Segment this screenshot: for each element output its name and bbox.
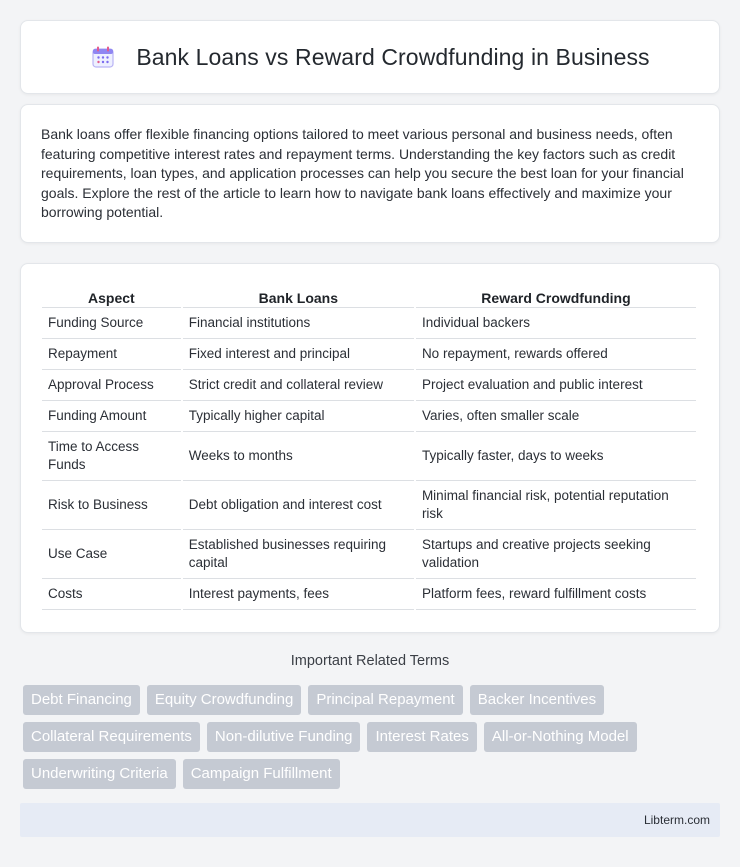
table-cell: Use Case [42,530,181,579]
header-reward-crowdfunding: Reward Crowdfunding [416,286,696,308]
table-cell: Debt obligation and interest cost [183,481,414,530]
term-tag[interactable]: Debt Financing [23,685,140,715]
table-cell: Financial institutions [183,308,414,339]
table-cell: Interest payments, fees [183,579,414,610]
table-row [42,432,696,481]
table-cell: Project evaluation and public interest [416,370,696,401]
table-cell: Fixed interest and principal [183,339,414,370]
table-row [42,370,696,401]
related-terms-row [23,722,723,752]
term-tag[interactable]: Collateral Requirements [23,722,200,752]
footer [20,803,720,837]
header-aspect: Aspect [42,286,181,308]
table-cell: Individual backers [416,308,696,339]
table-cell: Typically higher capital [183,401,414,432]
table-row [42,481,696,530]
table-cell: No repayment, rewards offered [416,339,696,370]
header-bank-loans: Bank Loans [183,286,414,308]
table-cell: Risk to Business [42,481,181,530]
table-cell: Strict credit and collateral review [183,370,414,401]
table-cell: Varies, often smaller scale [416,401,696,432]
comparison-table [40,286,698,610]
term-tag[interactable]: Non-dilutive Funding [207,722,361,752]
intro-text: Bank loans offer flexible financing options tailored to meet various personal and business needs, often featuring competitive interest rates and repayment terms. Understanding the key factors such as credit requirements, loan types, and application processes can help you secure the best loan for your financial goals. Explore the rest of the article to learn how to navigate bank loans effectively and maximize your borrowing potential. [41,126,684,220]
term-tag[interactable]: Underwriting Criteria [23,759,176,789]
footer-site-link[interactable]: Libterm.com [643,813,710,827]
comparison-table-card [20,263,720,633]
related-terms-title: Important Related Terms [290,653,450,669]
table-header-row [42,286,696,308]
table-cell: Approval Process [42,370,181,401]
table-cell: Time to Access Funds [42,432,181,481]
table-cell: Minimal financial risk, potential reputation risk [416,481,696,530]
table-cell: Established businesses requiring capital [183,530,414,579]
table-row [42,308,696,339]
term-tag[interactable]: Equity Crowdfunding [147,685,301,715]
table-row [42,339,696,370]
table-row [42,579,696,610]
table-cell: Typically faster, days to weeks [416,432,696,481]
table-cell: Funding Source [42,308,181,339]
term-tag[interactable]: Principal Repayment [308,685,462,715]
table-cell: Costs [42,579,181,610]
table-row [42,401,696,432]
term-tag[interactable]: Backer Incentives [470,685,604,715]
term-tag[interactable]: All-or-Nothing Model [484,722,637,752]
term-tag[interactable]: Interest Rates [367,722,476,752]
related-terms-list [23,685,723,796]
table-cell: Weeks to months [183,432,414,481]
header-card [20,20,720,94]
table-cell: Funding Amount [42,401,181,432]
table-row [42,530,696,579]
table-cell: Startups and creative projects seeking validation [416,530,696,579]
table-cell: Repayment [42,339,181,370]
intro-card [20,104,720,243]
page-title: Bank Loans vs Reward Crowdfunding in Business [136,43,650,70]
table-cell: Platform fees, reward fulfillment costs [416,579,696,610]
term-tag[interactable]: Campaign Fulfillment [183,759,340,789]
related-terms-row [23,759,723,789]
related-terms-row [23,685,723,715]
calendar-icon [90,44,116,70]
